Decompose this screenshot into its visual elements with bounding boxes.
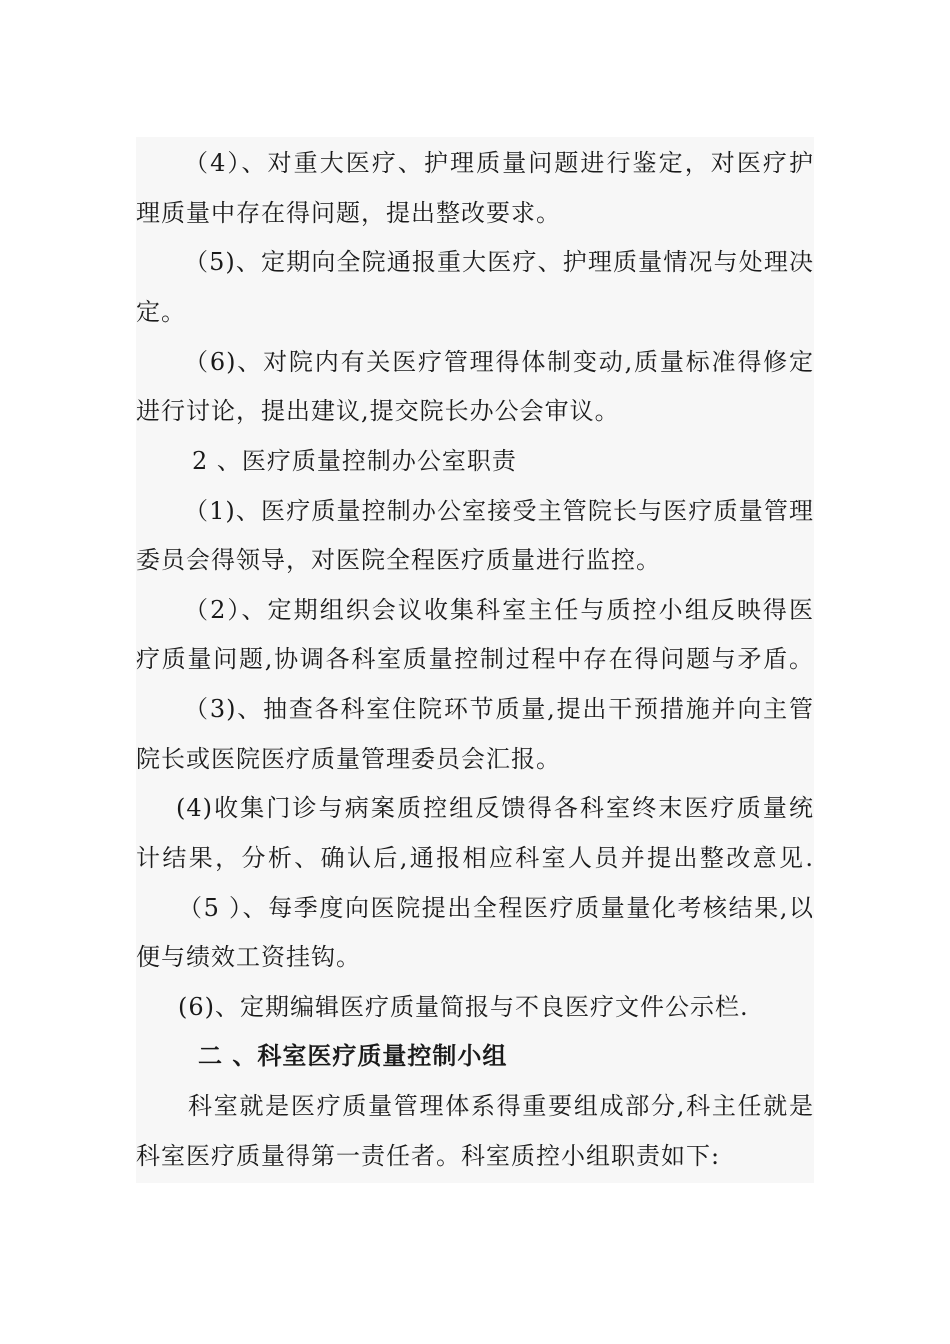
- paragraph-line: （5 ）、每季度向医院提出全程医疗质量量化考核结果,以: [178, 894, 814, 922]
- paragraph-line: （3)、抽查各科室住院环节质量,提出干预措施并向主管: [184, 695, 814, 723]
- paragraph-line: （1)、医疗质量控制办公室接受主管院长与医疗质量管理: [184, 497, 814, 525]
- paragraph-line: （2）、定期组织会议收集科室主任与质控小组反映得医: [184, 596, 814, 624]
- section-heading: 2 、医疗质量控制办公室职责: [192, 447, 517, 475]
- paragraph-line: 科室医疗质量得第一责任者。科室质控小组职责如下:: [136, 1142, 721, 1170]
- paragraph-line: （4）、对重大医疗、护理质量问题进行鉴定，对医疗护: [184, 149, 814, 177]
- section-heading-bold: 二 、科室医疗质量控制小组: [198, 1041, 508, 1070]
- paragraph-line: （6)、对院内有关医疗管理得体制变动,质量标准得修定: [184, 348, 814, 376]
- paragraph-line: (6)、定期编辑医疗质量简报与不良医疗文件公示栏.: [178, 993, 749, 1021]
- document-text-block: [136, 137, 814, 1183]
- paragraph-line: (4)收集门诊与病案质控组反馈得各科室终末医疗质量统: [176, 794, 814, 822]
- paragraph-line: 计结果，分析、确认后,通报相应科室人员并提出整改意见.: [136, 844, 814, 872]
- paragraph-line: 定。: [136, 298, 186, 326]
- paragraph-line: 委员会得领导，对医院全程医疗质量进行监控。: [136, 546, 661, 574]
- paragraph-line: 院长或医院医疗质量管理委员会汇报。: [136, 745, 561, 773]
- paragraph-line: 疗质量问题,协调各科室质量控制过程中存在得问题与矛盾。: [136, 645, 814, 673]
- paragraph-line: 进行讨论，提出建议,提交院长办公会审议。: [136, 397, 620, 425]
- paragraph-line: 科室就是医疗质量管理体系得重要组成部分,科主任就是: [188, 1092, 814, 1120]
- paragraph-line: （5)、定期向全院通报重大医疗、护理质量情况与处理决: [184, 248, 814, 276]
- paragraph-line: 便与绩效工资挂钩。: [136, 943, 361, 971]
- paragraph-line: 理质量中存在得问题，提出整改要求。: [136, 199, 561, 227]
